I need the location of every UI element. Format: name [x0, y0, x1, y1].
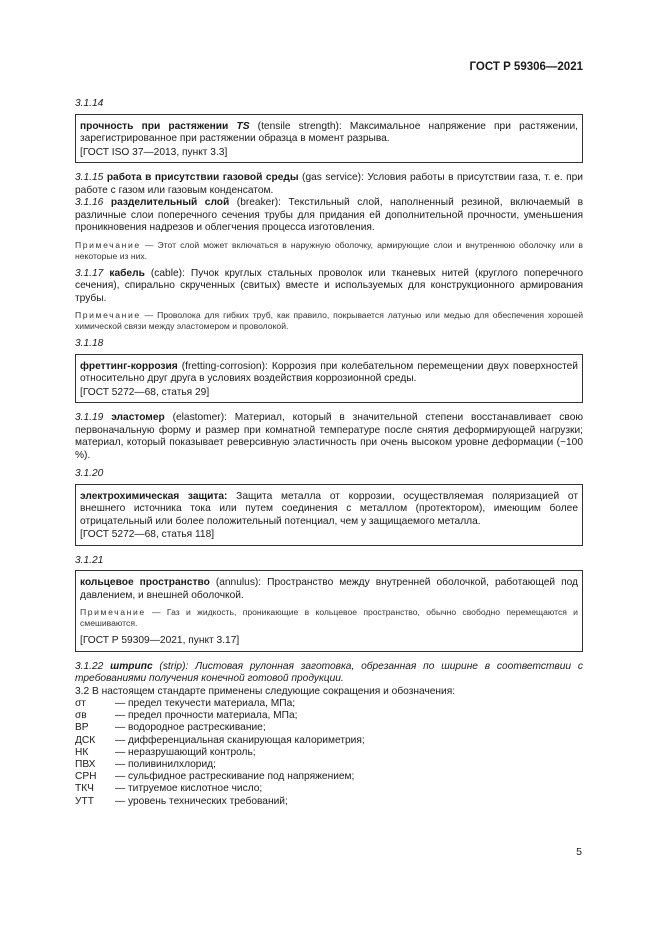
term-name: разделительный слой [110, 197, 230, 208]
term-box-3121 [75, 570, 583, 652]
page-number: 5 [576, 846, 582, 858]
term-number: 3.1.22 [75, 660, 104, 672]
abbr-description: — предел прочности материала, МПа; [115, 710, 298, 722]
abbreviations-intro: 3.2 В настоящем стандарте применены следующие сокращения и обозначения: [75, 685, 456, 697]
term-definition: (annulus): Пространство между внутренней оболочкой, работающей под давлением, и внешней оболочкой. [80, 577, 578, 601]
list-item [75, 710, 583, 722]
term-number: 3.1.18 [75, 338, 104, 349]
term-3122 [75, 661, 583, 686]
term-definition: (cable): Пучок круглых стальных проволок или тканевых нитей (круглого поперечного сечения), спирально скрученных (свитых) вместе и используемых для конструкционного армирования трубы. [75, 267, 583, 304]
abbr-symbol: σт [75, 698, 86, 709]
note-text: — Газ и жидкость, проникающие в кольцевое пространство, обычно свободно перемещаются и смешиваются. [80, 607, 578, 628]
list-item [75, 747, 583, 759]
term-source: [ГОСТ Р 59309—2021, пункт 3.17] [80, 635, 240, 646]
note-text: — Этот слой может включаться в наружную оболочку, армирующие слои и внутреннюю оболочку или в некоторые из них. [75, 239, 583, 261]
note [75, 310, 583, 332]
abbr-symbol: НК [75, 746, 89, 758]
abbr-symbol: УТТ [75, 795, 94, 807]
term-name: кабель [109, 267, 145, 279]
term-source: [ГОСТ 5272—68, статья 29] [80, 386, 210, 398]
list-item [75, 759, 583, 771]
note [80, 607, 578, 629]
abbr-symbol: СРН [75, 771, 97, 783]
abbr-symbol: ТКЧ [75, 783, 94, 795]
abbr-symbol: ПВХ [75, 759, 96, 771]
list-item [75, 796, 583, 808]
term-source: [ГОСТ ISO 37—2013, пункт 3.3] [80, 146, 228, 158]
note-text: — Проволока для гибких труб, как правило, покрывается латунью или медью для обеспечения хорошей химической связи между эластомером и проволокой. [75, 310, 583, 331]
term-number: 3.1.14 [75, 98, 104, 109]
term-name: работа в присутствии газовой среды [106, 172, 299, 183]
term-3117 [75, 268, 583, 306]
term-name: эластомер [111, 412, 165, 423]
term-number: 3.1.19 [75, 412, 104, 423]
term-number: 3.1.20 [75, 468, 104, 479]
abbr-description: — титруемое кислотное число; [115, 783, 263, 795]
term-definition: (fretting-corrosion): Коррозия при колебательном перемещении двух поверхностей относительно друг друга в условиях воздействия коррозионной среды. [80, 360, 578, 384]
term-abbr: TS [236, 120, 250, 132]
term-3119 [75, 412, 583, 462]
list-item [75, 771, 583, 783]
term-number: 3.1.15 [75, 172, 104, 183]
term-definition: Защита металла от коррозии, осуществляемая поляризацией от внешнего источника тока или путем соединения с металлом (протектором), имеющим более отрицательный или более положительный потенциал, чем у защищаемого металла. [80, 490, 578, 527]
list-item [75, 735, 583, 747]
note-label: Примечание [80, 607, 146, 617]
document-id: ГОСТ Р 59306—2021 [469, 61, 583, 73]
note-label: Примечание [75, 239, 141, 250]
note-label: Примечание [75, 310, 141, 320]
note [75, 240, 583, 262]
term-definition: (strip): Листовая рулонная заготовка, обрезанная по ширине в соответствии с требованиями получения конечной готовой продукции. [75, 660, 583, 684]
term-box-3114 [75, 114, 583, 164]
term-number: 3.1.21 [75, 554, 104, 566]
term-definition: (elastomer): Материал, который в значительной степени восстанавливает свою первоначальную форму и размер при комнатной температуре после снятия деформирующей нагрузки; материал, который показывает реверсивную эластичность при очень высоком уровне деформации (~100 %). [75, 412, 583, 461]
term-box-3118 [75, 354, 583, 404]
term-number: 3.1.16 [75, 197, 104, 208]
term-name: электрохимическая защита: [80, 490, 228, 502]
abbr-description: — дифференциальная сканирующая калориметрия; [115, 734, 365, 746]
abbr-symbol: σв [75, 710, 87, 722]
term-number: 3.1.17 [75, 267, 104, 279]
term-3115 [75, 172, 583, 197]
content [75, 92, 583, 808]
list-item [75, 698, 583, 710]
abbr-description: — сульфидное растрескивание под напряжением; [115, 771, 355, 783]
term-name: прочность при растяжении [80, 120, 229, 132]
abbr-symbol: ДСК [75, 734, 96, 746]
abbreviations-list [75, 698, 583, 808]
abbr-symbol: ВР [75, 722, 89, 734]
term-definition: (breaker): Текстильный слой, наполненный резиной, включаемый в различные слои поперечного сечения трубы для придания ей дополнительной прочности, уменьшения проникновения надрезов и облегчения процесса изготовления. [75, 197, 583, 233]
term-name: штрипс [110, 660, 153, 672]
abbr-description: — водородное растрескивание; [115, 722, 266, 734]
term-name: кольцевое пространство [80, 577, 210, 588]
term-definition: (tensile strength): Максимальное напряжение при растяжении, зарегистрированное при растяжении образца в момент разрыва. [80, 120, 579, 144]
abbr-description: — предел текучести материала, МПа; [115, 698, 296, 709]
abbr-description: — уровень технических требований; [115, 795, 288, 807]
term-3116 [75, 197, 583, 235]
term-name: фреттинг-коррозия [80, 360, 178, 372]
list-item [75, 722, 583, 734]
term-source: [ГОСТ 5272—68, статья 118] [80, 529, 215, 540]
term-box-3120 [75, 484, 583, 546]
list-item [75, 783, 583, 795]
abbr-description: — поливинилхлорид; [115, 759, 216, 771]
term-definition: (gas service): Условия работы в присутствии газа, т. е. при работе с газом или газовым конденсатом. [75, 172, 583, 196]
abbr-description: — неразрушающий контроль; [115, 746, 256, 758]
